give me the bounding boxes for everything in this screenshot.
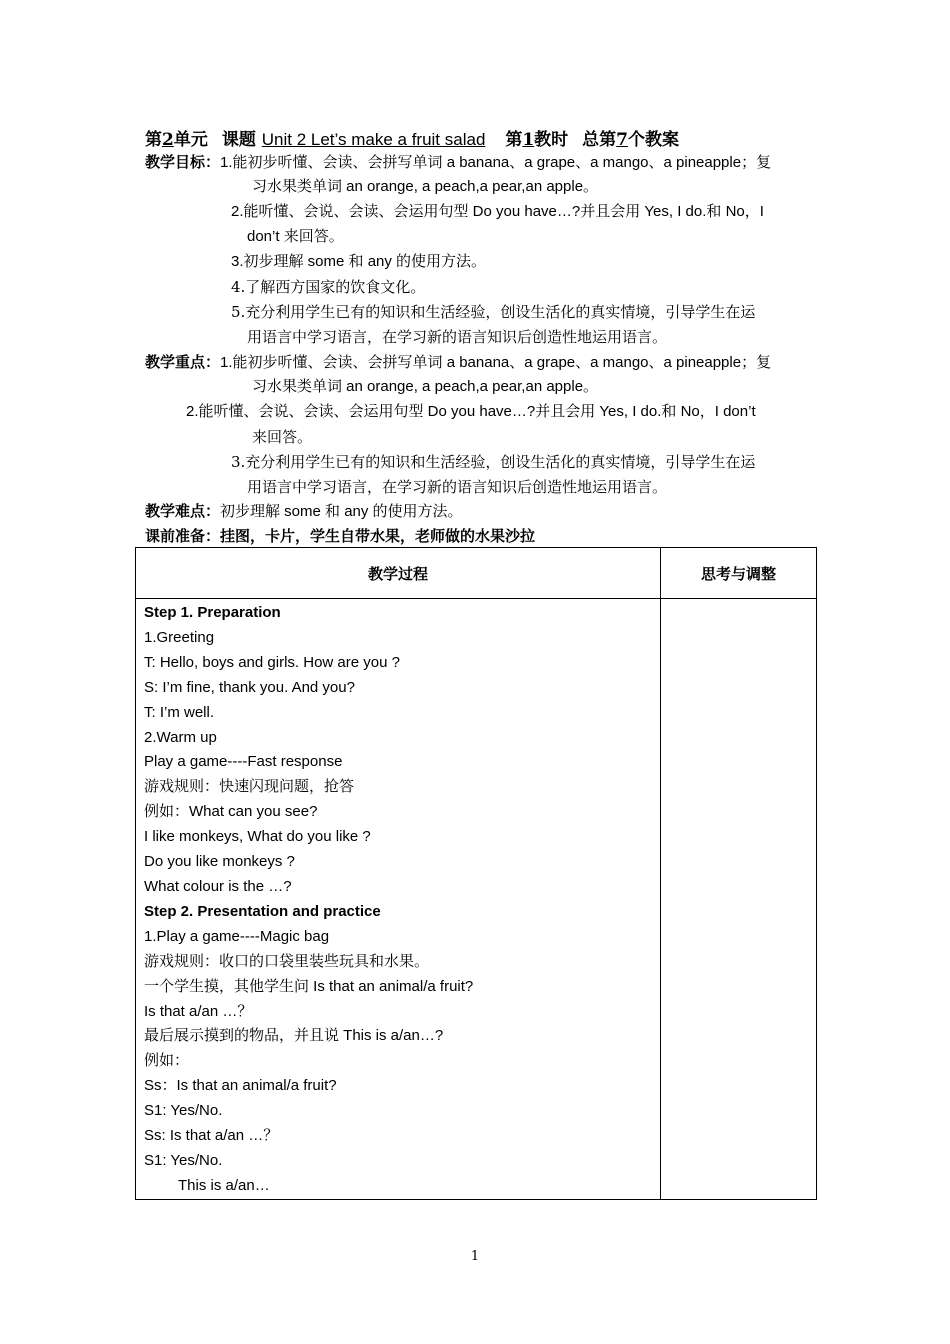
objective-1-cont: 习水果类单词 an orange, a peach,a pear,an apple。: [252, 178, 599, 195]
unit-suffix: 单元: [173, 130, 208, 150]
process-line: What colour is the …?: [144, 877, 292, 895]
process-line: 2.Warm up: [144, 728, 217, 746]
process-line: 最后展示摸到的物品，并且说 This is a/an…?: [144, 1027, 444, 1045]
lesson-title: [145, 125, 679, 150]
keypoint-2-cont: 来回答。: [252, 428, 313, 446]
total-suffix: 个教案: [628, 130, 680, 150]
objective-5: 5.充分利用学生已有的知识和生活经验，创设生活化的真实情境，引导学生在运: [231, 303, 756, 321]
unit-prefix: 第: [145, 130, 162, 150]
process-line: 例如：What can you see?: [144, 803, 318, 821]
process-line: Ss：Is that an animal/a fruit?: [144, 1077, 337, 1095]
step-heading: Step 1. Preparation: [144, 604, 281, 621]
process-line: I like monkeys, What do you like ?: [144, 828, 371, 846]
objective-4: 4.了解西方国家的饮食文化。: [231, 278, 426, 296]
process-line: 一个学生摸，其他学生问 Is that an animal/a fruit?: [144, 977, 474, 995]
difficulty-line: [145, 501, 463, 522]
process-line: S1: Yes/No.: [144, 1102, 223, 1120]
process-line: This is a/an…: [178, 1176, 270, 1194]
preparation-text: 挂图，卡片，学生自带水果，老师做的水果沙拉: [220, 527, 536, 545]
objective-3: 3.初步理解 some 和 any 的使用方法。: [231, 253, 487, 270]
process-line: 例如：: [144, 1052, 190, 1070]
process-line: T: I’m well.: [144, 703, 215, 721]
process-line: 游戏规则：快速闪现问题，抢答: [144, 778, 355, 796]
process-cell: [136, 599, 661, 1200]
period-prefix: 第: [505, 130, 523, 150]
process-line: S1: Yes/No.: [144, 1151, 223, 1169]
unit-number: 2: [162, 130, 174, 150]
process-line: T: Hello, boys and girls. How are you ?: [144, 653, 400, 671]
process-line: Do you like monkeys ?: [144, 853, 295, 871]
page-number: 1: [470, 1249, 480, 1264]
period-suffix: 教时: [534, 130, 569, 150]
keypoint-3: 3.充分利用学生已有的知识和生活经验，创设生活化的真实情境，引导学生在运: [231, 453, 756, 471]
process-line: S: I’m fine, thank you. And you?: [144, 678, 355, 696]
keypoint-1-cont: 习水果类单词 an orange, a peach,a pear,an apple。: [252, 378, 599, 395]
objective-1: 1.能初步听懂、会读、会拼写单词 a banana、a grape、a mango、a pineapple；复: [220, 154, 772, 171]
total-number: 7: [616, 130, 629, 150]
keypoints-label: 教学重点：: [145, 353, 221, 371]
topic-label: 课题: [221, 130, 256, 150]
objective-2-cont: don’t 来回答。: [247, 228, 344, 245]
keypoint-3-cont: 用语言中学习语言，在学习新的语言知识后创造性地运用语言。: [247, 478, 668, 496]
keypoint-1: 1.能初步听懂、会读、会拼写单词 a banana、a grape、a mango、a pineapple；复: [220, 354, 772, 371]
process-line: Ss: Is that a/an …？: [144, 1127, 279, 1145]
adjustment-cell: [661, 599, 817, 1200]
period-number: 1: [522, 130, 535, 150]
table-header-row: [136, 548, 817, 599]
preparation-line: [145, 526, 535, 546]
process-line: 1.Greeting: [144, 628, 215, 646]
process-column-header: 教学过程: [136, 548, 661, 599]
preparation-label: 课前准备：: [145, 527, 221, 545]
topic: Unit 2 Let’s make a fruit salad: [261, 130, 486, 149]
total-prefix: 总第: [582, 130, 617, 150]
adjustment-column-header: 思考与调整: [661, 548, 817, 599]
process-line: 游戏规则：收口的口袋里装些玩具和水果。: [144, 952, 430, 970]
objective-5-cont: 用语言中学习语言，在学习新的语言知识后创造性地运用语言。: [247, 328, 668, 346]
difficulty-text: 初步理解 some 和 any 的使用方法。: [220, 503, 463, 520]
keypoint-2: 2.能听懂、会说、会读、会运用句型 Do you have…?并且会用 Yes, I do.和 No，I don’t: [186, 403, 756, 420]
keypoints-line-1: [145, 352, 771, 373]
difficulty-label: 教学难点：: [145, 502, 221, 520]
process-line: 1.Play a game----Magic bag: [144, 927, 330, 945]
table-body-row: [136, 599, 817, 1200]
process-line: Is that a/an …？: [144, 1002, 253, 1020]
objectives-label: 教学目标：: [145, 153, 221, 171]
objective-2: 2.能听懂、会说、会读、会运用句型 Do you have…?并且会用 Yes, I do.和 No，I: [231, 203, 764, 220]
step-heading: Step 2. Presentation and practice: [144, 902, 381, 920]
process-line: Play a game----Fast response: [144, 753, 343, 771]
objectives-line-1: [145, 152, 771, 173]
teaching-process-table: [135, 547, 817, 1200]
